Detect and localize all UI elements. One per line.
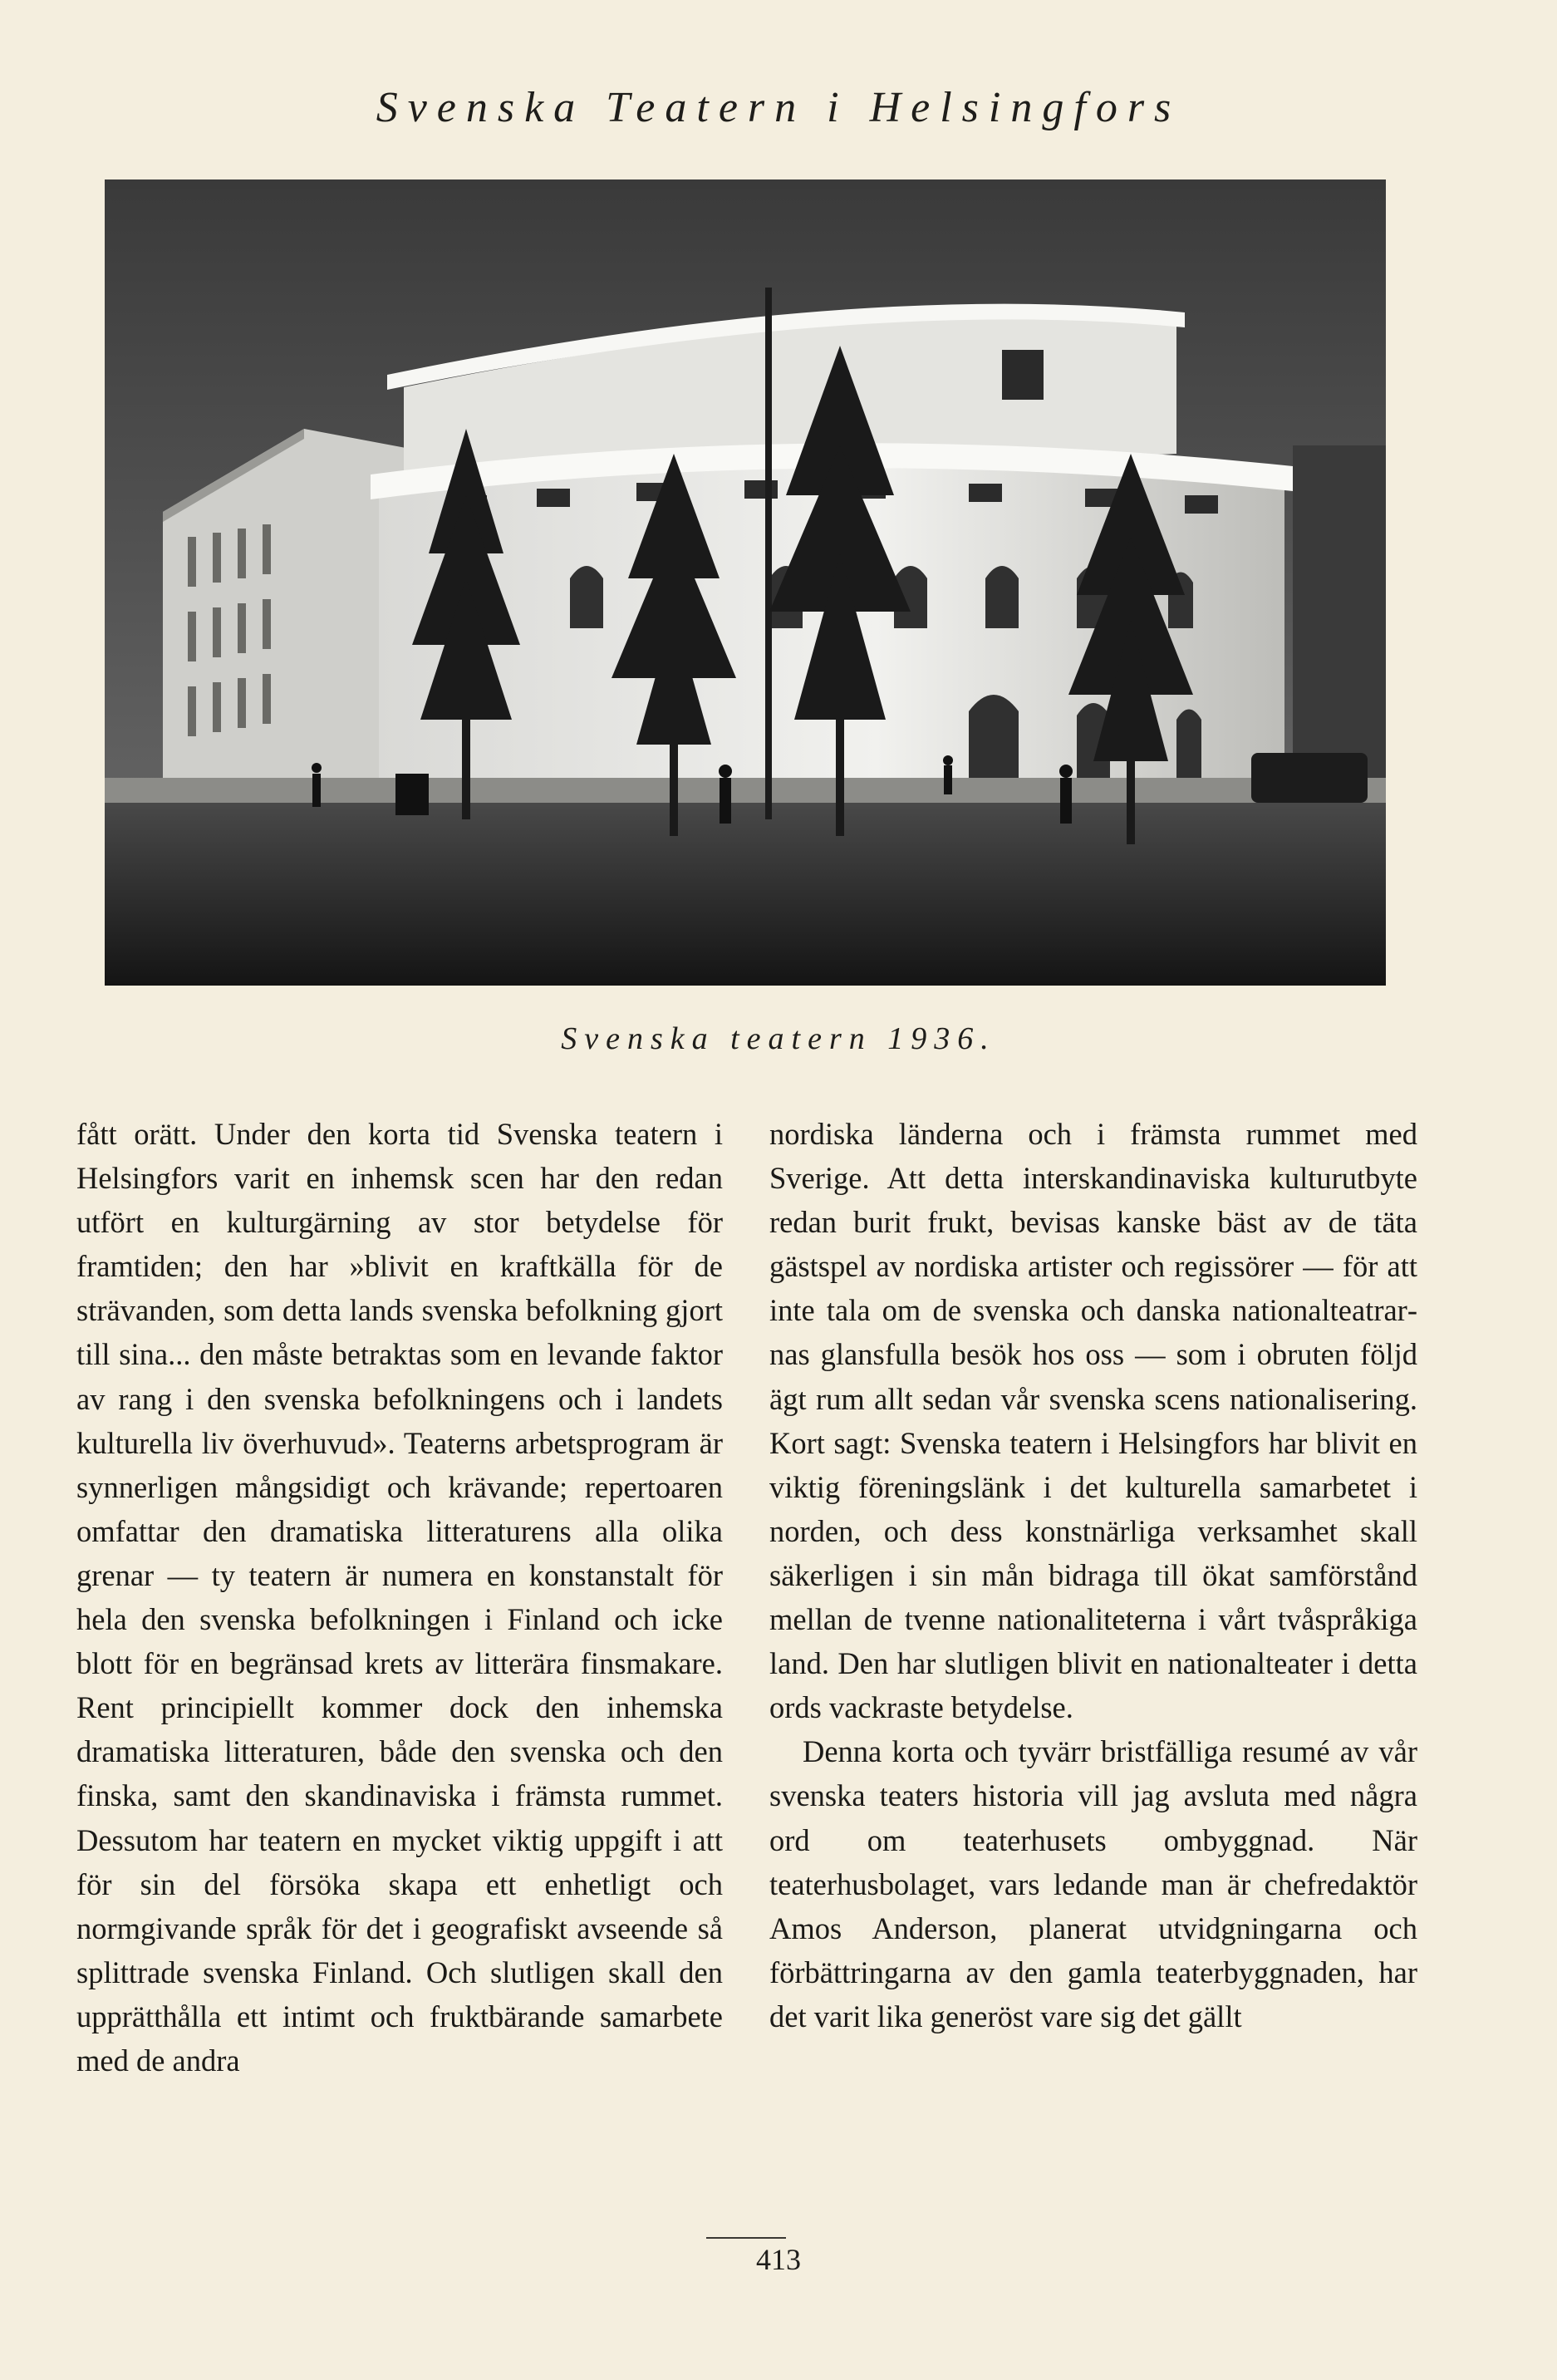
right-column-paragraph-1: nordiska länderna och i främsta rummet med Sverige. Att detta interskandinaviska kulturutbyte redan burit frukt, bevisas kanske bäst av de täta gästspel av nordiska artister och regissörer — för att inte tala om de svenska och danska nationalteatrarnas glansfulla besök hos oss — som i obruten följd ägt rum allt sedan vår svenska scens nationalisering. Kort sagt: Svenska teatern i Helsingfors har blivit en viktig föreningslänk i det kulturella samarbetet i norden, och dess konstnärliga verksamhet skall säkerligen i sin mån bidraga till ökat samförstånd mellan de tvenne nationaliteterna i vårt tvåspråkiga land. Den har slutligen blivit en nationalteater i detta ords vackraste betydelse. bbox=[769, 1117, 1417, 1725]
right-column-paragraph-2: Denna korta och tyvärr bristfälliga resumé av vår svenska teaters historia vill jag avsluta med några ord om teaterhusets ombyggnad. När teaterhusbolaget, vars ledande man är chefredaktör Amos Anderson, planerat utvidgningarna och förbättringarna av den gamla teaterbyggnaden, har det varit lika generöst vare sig det gällt bbox=[769, 1734, 1417, 2033]
theatre-photograph bbox=[105, 179, 1386, 986]
page-number: 413 bbox=[756, 2243, 801, 2276]
left-column bbox=[76, 1112, 723, 2082]
page-number-rule bbox=[706, 2237, 786, 2239]
running-header: Svenska Teatern i Helsingfors bbox=[376, 84, 1181, 131]
left-column-paragraph: fått orätt. Under den korta tid Svenska teatern i Helsingfors varit en inhemsk scen har den redan utfört en kulturgärning av stor betydelse för framtiden; den har »blivit en kraftkälla för de strävanden, som detta lands svenska befolkning gjort till sina... den måste betraktas som en levande faktor av rang i den svenska befolkningens och i landets kulturella liv överhuvud». Teaterns arbetsprogram är synnerligen mångsidigt och krävande; repertoaren omfattar den dramatiska litteraturens alla olika grenar — ty teatern är numera en konstanstalt för hela den svenska befolkningen i Finland och icke blott för en begränsad krets av litterära finsmakare. Rent principiellt kommer dock den inhemska dramatiska litteraturen, både den svenska och den finska, samt den skandinaviska i främsta rummet. Dessutom har teatern en mycket viktig uppgift i att för sin del försöka skapa ett enhetligt och normgivande språk för det i geografiskt avseende så splittrade svenska Finland. Och slutligen skall den upprätthålla ett intimt och fruktbärande samarbete med de andra bbox=[76, 1117, 723, 2078]
right-column bbox=[769, 1112, 1417, 2038]
theatre-photo-illustration bbox=[105, 179, 1386, 986]
photo-caption: Svenska teatern 1936. bbox=[561, 1021, 996, 1056]
